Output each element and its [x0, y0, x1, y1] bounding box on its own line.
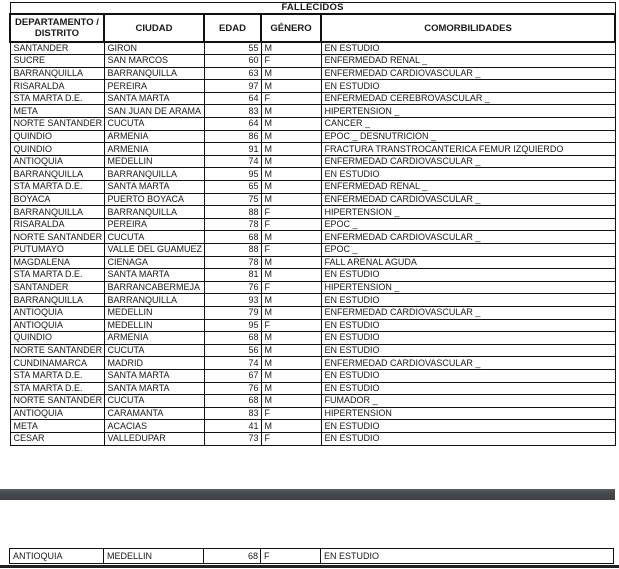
- cell-comorbilidades: ENFERMEDAD CARDIOVASCULAR _: [321, 155, 615, 168]
- table-row: [10, 319, 615, 332]
- column-header-ciudad: CIUDAD: [104, 14, 204, 42]
- cell-comorbilidades: ENFERMEDAD CARDIOVASCULAR _: [321, 231, 615, 244]
- cell-edad: 74: [204, 357, 261, 370]
- cell-ciudad: ARMENIA: [104, 130, 204, 143]
- table-row: [10, 357, 615, 370]
- table-row: [10, 306, 615, 319]
- cell-departamento: RISARALDA: [10, 218, 104, 231]
- cell-comorbilidades: EPOC _ DESNUTRICION _: [321, 130, 615, 143]
- cell-genero: F: [261, 92, 321, 105]
- table-row: [10, 92, 615, 105]
- cell-departamento: NORTE SANTANDER: [10, 395, 104, 408]
- table-row: [10, 549, 614, 564]
- cell-ciudad: MEDELLIN: [104, 319, 204, 332]
- cell-departamento: ANTIOQUIA: [10, 155, 104, 168]
- cell-departamento: QUINDIO: [10, 130, 104, 143]
- cell-edad: 83: [204, 105, 261, 118]
- cell-edad: 83: [204, 407, 261, 420]
- column-header-comorbilidades: COMORBILIDADES: [321, 14, 615, 42]
- cell-genero: M: [261, 420, 321, 433]
- cell-comorbilidades: EN ESTUDIO: [321, 319, 615, 332]
- cell-genero: M: [261, 332, 321, 345]
- table-title: FALLECIDOS: [10, 3, 615, 15]
- column-header-edad: EDAD: [204, 14, 261, 42]
- table-row: [10, 218, 615, 231]
- table-row: [10, 105, 615, 118]
- cell-edad: 74: [204, 155, 261, 168]
- cell-comorbilidades: FRACTURA TRANSTROCANTERICA FEMUR IZQUIERDO: [321, 143, 615, 156]
- cell-comorbilidades: CANCER _: [321, 118, 615, 131]
- table-row: [10, 206, 615, 219]
- table-row: [10, 369, 615, 382]
- cell-comorbilidades: EN ESTUDIO: [321, 432, 615, 445]
- cell-ciudad: CUCUTA: [104, 395, 204, 408]
- cell-edad: 73: [204, 432, 261, 445]
- table-row: [10, 382, 615, 395]
- cell-genero: M: [261, 382, 321, 395]
- cell-ciudad: VALLEDUPAR: [104, 432, 204, 445]
- cell-edad: 95: [204, 168, 261, 181]
- continuation-table: [9, 548, 614, 564]
- cell-comorbilidades: EN ESTUDIO: [321, 168, 615, 181]
- cell-edad: 95: [204, 319, 261, 332]
- cell-genero: M: [261, 67, 321, 80]
- cell-genero: M: [261, 344, 321, 357]
- cell-comorbilidades: EN ESTUDIO: [321, 332, 615, 345]
- table-title-row: [10, 3, 615, 15]
- cell-edad: 88: [204, 244, 261, 257]
- cell-comorbilidades: EN ESTUDIO: [321, 549, 614, 564]
- cell-genero: F: [261, 407, 321, 420]
- cell-edad: 88: [204, 206, 261, 219]
- table-row: [10, 55, 615, 68]
- cell-departamento: CUNDINAMARCA: [10, 357, 104, 370]
- cell-edad: 60: [204, 55, 261, 68]
- table-row: [10, 181, 615, 194]
- cell-ciudad: CIENAGA: [104, 256, 204, 269]
- cell-ciudad: MEDELLIN: [104, 549, 204, 564]
- cell-departamento: META: [10, 420, 104, 433]
- fallecidos-table: [9, 2, 616, 446]
- bottom-page-edge-line: [0, 565, 619, 568]
- table-row: [10, 193, 615, 206]
- table-row: [10, 395, 615, 408]
- cell-genero: M: [261, 143, 321, 156]
- cell-genero: M: [261, 395, 321, 408]
- cell-edad: 76: [204, 382, 261, 395]
- cell-comorbilidades: EN ESTUDIO: [321, 269, 615, 282]
- cell-genero: M: [261, 369, 321, 382]
- cell-edad: 68: [204, 231, 261, 244]
- cell-comorbilidades: EPOC _: [321, 244, 615, 257]
- cell-comorbilidades: HIPERTENSION: [321, 407, 615, 420]
- table-row: [10, 231, 615, 244]
- cell-genero: M: [261, 306, 321, 319]
- cell-comorbilidades: EN ESTUDIO: [321, 42, 615, 55]
- cell-edad: 97: [204, 80, 261, 93]
- cell-edad: 78: [204, 218, 261, 231]
- table-row: [10, 256, 615, 269]
- cell-comorbilidades: FALL ARENAL AGUDA: [321, 256, 615, 269]
- cell-comorbilidades: EN ESTUDIO: [321, 369, 615, 382]
- cell-comorbilidades: EPOC _: [321, 218, 615, 231]
- fallecidos-table-body: [10, 42, 615, 445]
- cell-ciudad: MEDELLIN: [104, 155, 204, 168]
- cell-genero: M: [261, 357, 321, 370]
- cell-departamento: RISARALDA: [10, 80, 104, 93]
- table-row: [10, 420, 615, 433]
- cell-comorbilidades: FUMADOR _: [321, 395, 615, 408]
- cell-departamento: BARRANQUILLA: [10, 67, 104, 80]
- cell-edad: 86: [204, 130, 261, 143]
- cell-comorbilidades: ENFERMEDAD CEREBROVASCULAR _: [321, 92, 615, 105]
- cell-ciudad: SANTA MARTA: [104, 269, 204, 282]
- cell-ciudad: BARRANQUILLA: [104, 294, 204, 307]
- cell-comorbilidades: EN ESTUDIO: [321, 80, 615, 93]
- cell-comorbilidades: HIPERTENSION _: [321, 206, 615, 219]
- table-row: [10, 168, 615, 181]
- cell-departamento: STA MARTA D.E.: [10, 369, 104, 382]
- cell-edad: 75: [204, 193, 261, 206]
- cell-genero: M: [261, 80, 321, 93]
- table-row: [10, 244, 615, 257]
- cell-comorbilidades: HIPERTENSION _: [321, 105, 615, 118]
- cell-comorbilidades: ENFERMEDAD RENAL _: [321, 181, 615, 194]
- cell-edad: 68: [204, 332, 261, 345]
- table-header-row: [10, 14, 615, 42]
- table-row: [10, 344, 615, 357]
- cell-genero: M: [261, 42, 321, 55]
- cell-departamento: NORTE SANTANDER: [10, 118, 104, 131]
- cell-ciudad: CUCUTA: [104, 118, 204, 131]
- cell-genero: M: [261, 231, 321, 244]
- cell-ciudad: BARRANQUILLA: [104, 206, 204, 219]
- cell-ciudad: SAN MARCOS: [104, 55, 204, 68]
- cell-ciudad: BARRANQUILLA: [104, 168, 204, 181]
- cell-departamento: BARRANQUILLA: [10, 294, 104, 307]
- table-row: [10, 294, 615, 307]
- cell-genero: F: [261, 55, 321, 68]
- cell-edad: 56: [204, 344, 261, 357]
- table-row: [10, 80, 615, 93]
- cell-comorbilidades: ENFERMEDAD CARDIOVASCULAR _: [321, 306, 615, 319]
- cell-ciudad: SANTA MARTA: [104, 369, 204, 382]
- cell-departamento: ANTIOQUIA: [10, 319, 104, 332]
- cell-ciudad: MADRID: [104, 357, 204, 370]
- cell-comorbilidades: EN ESTUDIO: [321, 382, 615, 395]
- cell-genero: M: [261, 130, 321, 143]
- cell-departamento: META: [10, 105, 104, 118]
- page-separator-bar: [0, 489, 615, 500]
- cell-ciudad: SANTA MARTA: [104, 92, 204, 105]
- cell-departamento: SANTANDER: [10, 281, 104, 294]
- cell-departamento: STA MARTA D.E.: [10, 92, 104, 105]
- cell-comorbilidades: EN ESTUDIO: [321, 420, 615, 433]
- cell-comorbilidades: HIPERTENSION _: [321, 281, 615, 294]
- table-row: [10, 281, 615, 294]
- cell-departamento: SUCRE: [10, 55, 104, 68]
- cell-departamento: CESAR: [10, 432, 104, 445]
- cell-ciudad: VALLE DEL GUAMUEZ: [104, 244, 204, 257]
- cell-departamento: PUTUMAYO: [10, 244, 104, 257]
- cell-edad: 65: [204, 181, 261, 194]
- cell-edad: 93: [204, 294, 261, 307]
- cell-genero: M: [261, 181, 321, 194]
- cell-edad: 63: [204, 67, 261, 80]
- cell-genero: F: [261, 244, 321, 257]
- table-row: [10, 155, 615, 168]
- table-row: [10, 332, 615, 345]
- cell-ciudad: BARRANQUILLA: [104, 67, 204, 80]
- cell-comorbilidades: ENFERMEDAD CARDIOVASCULAR _: [321, 193, 615, 206]
- cell-ciudad: ACACIAS: [104, 420, 204, 433]
- cell-genero: M: [261, 269, 321, 282]
- cell-edad: 41: [204, 420, 261, 433]
- cell-departamento: STA MARTA D.E.: [10, 181, 104, 194]
- cell-ciudad: BARRANCABERMEJA: [104, 281, 204, 294]
- cell-genero: M: [261, 193, 321, 206]
- cell-genero: F: [261, 549, 321, 564]
- cell-departamento: STA MARTA D.E.: [10, 269, 104, 282]
- cell-genero: F: [261, 281, 321, 294]
- cell-departamento: NORTE SANTANDER: [10, 231, 104, 244]
- cell-comorbilidades: ENFERMEDAD CARDIOVASCULAR _: [321, 357, 615, 370]
- column-header-genero: GÉNERO: [261, 14, 321, 42]
- cell-departamento: ANTIOQUIA: [10, 407, 104, 420]
- table-row: [10, 143, 615, 156]
- cell-ciudad: CARAMANTA: [104, 407, 204, 420]
- cell-edad: 81: [204, 269, 261, 282]
- table-row: [10, 432, 615, 445]
- cell-departamento: SANTANDER: [10, 42, 104, 55]
- table-row: [10, 407, 615, 420]
- column-header-departamento: DEPARTAMENTO / DISTRITO: [10, 14, 104, 42]
- cell-departamento: QUINDIO: [10, 332, 104, 345]
- cell-departamento: BARRANQUILLA: [10, 168, 104, 181]
- cell-edad: 91: [204, 143, 261, 156]
- cell-genero: M: [261, 294, 321, 307]
- table-row: [10, 130, 615, 143]
- cell-edad: 78: [204, 256, 261, 269]
- cell-genero: M: [261, 256, 321, 269]
- cell-comorbilidades: ENFERMEDAD CARDIOVASCULAR _: [321, 67, 615, 80]
- table-row: [10, 67, 615, 80]
- cell-genero: F: [261, 218, 321, 231]
- cell-ciudad: GIRON: [104, 42, 204, 55]
- cell-departamento: QUINDIO: [10, 143, 104, 156]
- cell-ciudad: SAN JUAN DE ARAMA: [104, 105, 204, 118]
- cell-ciudad: PUERTO BOYACA: [104, 193, 204, 206]
- table-row: [10, 42, 615, 55]
- cell-edad: 68: [204, 549, 261, 564]
- cell-ciudad: PEREIRA: [104, 218, 204, 231]
- cell-ciudad: PEREIRA: [104, 80, 204, 93]
- table-row: [10, 269, 615, 282]
- cell-genero: M: [261, 118, 321, 131]
- cell-edad: 64: [204, 92, 261, 105]
- cell-ciudad: CUCUTA: [104, 231, 204, 244]
- cell-departamento: ANTIOQUIA: [10, 306, 104, 319]
- cell-genero: F: [261, 319, 321, 332]
- cell-edad: 67: [204, 369, 261, 382]
- cell-departamento: BOYACA: [10, 193, 104, 206]
- cell-edad: 79: [204, 306, 261, 319]
- cell-ciudad: SANTA MARTA: [104, 181, 204, 194]
- cell-genero: M: [261, 168, 321, 181]
- cell-departamento: MAGDALENA: [10, 256, 104, 269]
- cell-comorbilidades: ENFERMEDAD RENAL _: [321, 55, 615, 68]
- cell-ciudad: ARMENIA: [104, 143, 204, 156]
- cell-departamento: STA MARTA D.E.: [10, 382, 104, 395]
- cell-departamento: NORTE SANTANDER: [10, 344, 104, 357]
- cell-genero: M: [261, 155, 321, 168]
- table-row: [10, 118, 615, 131]
- cell-edad: 68: [204, 395, 261, 408]
- cell-departamento: BARRANQUILLA: [10, 206, 104, 219]
- cell-edad: 55: [204, 42, 261, 55]
- cell-edad: 64: [204, 118, 261, 131]
- cell-ciudad: MEDELLIN: [104, 306, 204, 319]
- cell-comorbilidades: EN ESTUDIO: [321, 294, 615, 307]
- cell-genero: M: [261, 105, 321, 118]
- cell-genero: F: [261, 206, 321, 219]
- cell-ciudad: ARMENIA: [104, 332, 204, 345]
- cell-ciudad: SANTA MARTA: [104, 382, 204, 395]
- cell-departamento: ANTIOQUIA: [10, 549, 104, 564]
- cell-ciudad: CUCUTA: [104, 344, 204, 357]
- cell-comorbilidades: EN ESTUDIO: [321, 344, 615, 357]
- cell-edad: 76: [204, 281, 261, 294]
- cell-genero: F: [261, 432, 321, 445]
